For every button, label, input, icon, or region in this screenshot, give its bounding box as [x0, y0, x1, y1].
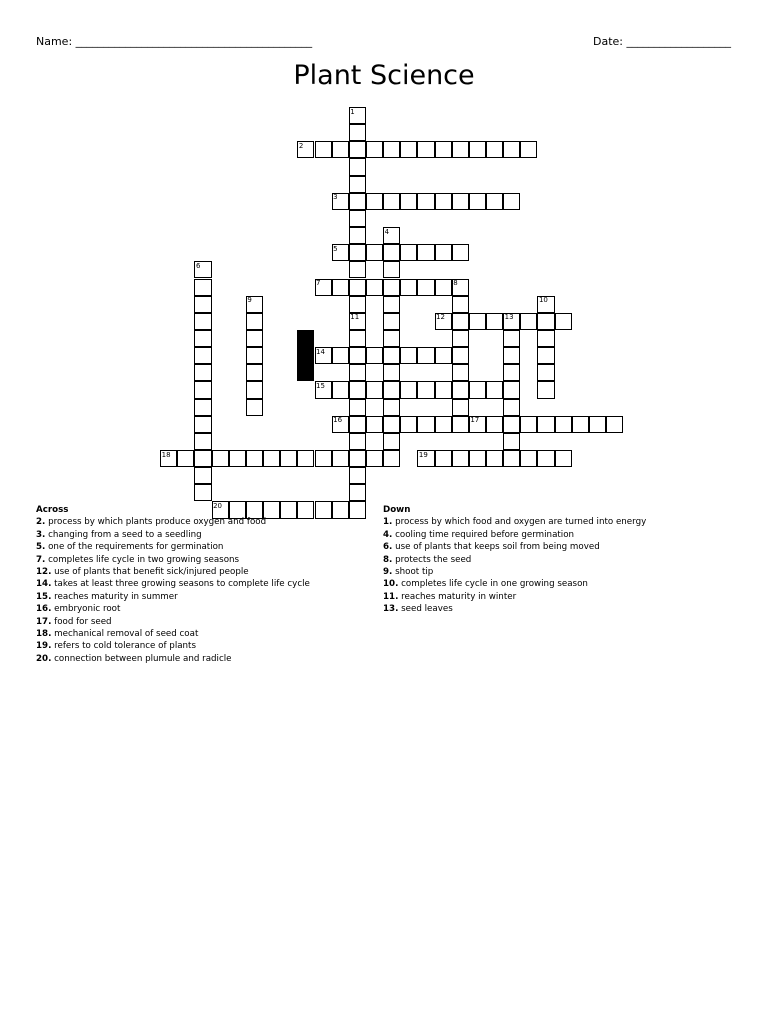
clue-number: 11	[350, 313, 360, 322]
clue-number-label: 4.	[383, 529, 393, 540]
answer-cell[interactable]	[349, 124, 366, 141]
clue-number-label: 2.	[36, 517, 46, 528]
clue-number-label: 9.	[383, 567, 393, 578]
answer-cell[interactable]	[383, 330, 400, 347]
answer-cell[interactable]	[332, 347, 349, 364]
answer-cell[interactable]	[349, 313, 366, 330]
answer-cell[interactable]	[435, 193, 452, 210]
answer-cell[interactable]	[452, 313, 469, 330]
answer-cell[interactable]	[280, 450, 297, 467]
answer-cell[interactable]	[452, 193, 469, 210]
clue-text: process by which food and oxygen are turned into energy	[392, 517, 647, 528]
clue-number-label: 17.	[36, 616, 52, 627]
answer-cell[interactable]	[503, 347, 520, 364]
down-clue	[383, 554, 646, 566]
answer-cell[interactable]	[315, 381, 332, 398]
answer-cell[interactable]	[383, 244, 400, 261]
answer-cell[interactable]	[194, 330, 211, 347]
clue-number: 1	[350, 107, 355, 116]
answer-cell[interactable]	[383, 347, 400, 364]
answer-cell[interactable]	[503, 330, 520, 347]
answer-cell[interactable]	[537, 416, 554, 433]
answer-cell[interactable]	[349, 467, 366, 484]
across-clue	[36, 653, 310, 665]
clue-text: shoot tip	[392, 567, 434, 578]
answer-cell[interactable]	[486, 193, 503, 210]
answer-cell[interactable]	[417, 141, 434, 158]
answer-cell[interactable]	[452, 330, 469, 347]
across-clue	[36, 529, 310, 541]
clue-text: food for seed	[51, 616, 112, 627]
answer-cell[interactable]	[349, 244, 366, 261]
answer-cell[interactable]	[417, 279, 434, 296]
down-clue	[383, 566, 646, 578]
clue-text: one of the requirements for germination	[45, 542, 224, 553]
down-clues	[383, 504, 646, 616]
answer-cell[interactable]	[555, 313, 572, 330]
answer-cell[interactable]	[366, 244, 383, 261]
clue-number-label: 12.	[36, 567, 52, 578]
answer-cell[interactable]	[435, 313, 452, 330]
across-clue	[36, 578, 310, 590]
answer-cell[interactable]	[383, 381, 400, 398]
answer-cell[interactable]	[452, 364, 469, 381]
answer-cell[interactable]	[383, 141, 400, 158]
answer-cell[interactable]	[246, 296, 263, 313]
clue-number-label: 15.	[36, 591, 52, 602]
answer-cell[interactable]	[194, 279, 211, 296]
answer-cell[interactable]	[194, 399, 211, 416]
clue-number: 7	[316, 279, 321, 287]
answer-cell[interactable]	[486, 141, 503, 158]
down-heading: Down	[383, 505, 411, 515]
answer-cell[interactable]	[332, 381, 349, 398]
answer-cell[interactable]	[366, 381, 383, 398]
clue-number: 2	[298, 141, 304, 150]
answer-cell[interactable]	[400, 347, 417, 364]
clue-number-label: 10.	[383, 579, 399, 590]
clue-number: 20	[213, 501, 223, 510]
clue-number: 9	[247, 296, 252, 305]
clue-number-label: 3.	[36, 529, 46, 540]
answer-cell[interactable]	[503, 450, 520, 467]
across-clues	[36, 501, 310, 665]
answer-cell[interactable]	[400, 381, 417, 398]
answer-cell[interactable]	[400, 141, 417, 158]
answer-cell[interactable]	[332, 416, 349, 433]
answer-cell[interactable]	[435, 381, 452, 398]
answer-cell[interactable]	[469, 193, 486, 210]
across-clue	[36, 603, 310, 615]
clue-text: changing from a seed to a seedling	[45, 529, 202, 540]
answer-cell[interactable]	[366, 141, 383, 158]
answer-cell[interactable]	[383, 296, 400, 313]
answer-cell[interactable]	[400, 244, 417, 261]
clue-number: 19	[418, 450, 428, 459]
answer-cell[interactable]	[246, 313, 263, 330]
answer-cell[interactable]	[263, 450, 280, 467]
clue-number: 17	[470, 416, 480, 425]
answer-cell[interactable]	[332, 501, 349, 518]
answer-cell[interactable]	[503, 313, 520, 330]
answer-cell[interactable]	[297, 450, 314, 467]
answer-cell[interactable]	[315, 501, 332, 518]
answer-cell[interactable]	[383, 261, 400, 278]
answer-cell[interactable]	[194, 296, 211, 313]
answer-cell[interactable]	[194, 313, 211, 330]
down-clue	[383, 516, 646, 528]
across-clue	[36, 566, 310, 578]
answer-cell[interactable]	[417, 381, 434, 398]
clue-text: completes life cycle in one growing season	[398, 579, 588, 590]
answer-cell[interactable]	[469, 416, 486, 433]
across-clue	[36, 554, 310, 566]
answer-cell[interactable]	[194, 261, 211, 278]
answer-cell[interactable]	[160, 450, 177, 467]
answer-cell[interactable]	[229, 450, 246, 467]
answer-cell[interactable]	[383, 279, 400, 296]
down-clue	[383, 529, 646, 541]
down-clue	[383, 591, 646, 603]
answer-cell[interactable]	[537, 330, 554, 347]
across-clue	[36, 640, 310, 652]
answer-cell[interactable]	[572, 416, 589, 433]
clue-number: 16	[333, 416, 343, 425]
answer-cell[interactable]	[246, 347, 263, 364]
answer-cell[interactable]	[332, 450, 349, 467]
black-square	[297, 330, 314, 347]
answer-cell[interactable]	[537, 347, 554, 364]
answer-cell[interactable]	[246, 450, 263, 467]
answer-cell[interactable]	[417, 244, 434, 261]
answer-cell[interactable]	[177, 450, 194, 467]
clue-text: completes life cycle in two growing seasons	[45, 554, 240, 565]
clue-number: 8	[453, 279, 458, 287]
answer-cell[interactable]	[435, 347, 452, 364]
answer-cell[interactable]	[366, 347, 383, 364]
answer-cell[interactable]	[435, 141, 452, 158]
answer-cell[interactable]	[246, 381, 263, 398]
answer-cell[interactable]	[452, 141, 469, 158]
answer-cell[interactable]	[349, 107, 366, 124]
answer-cell[interactable]	[520, 450, 537, 467]
answer-cell[interactable]	[194, 381, 211, 398]
clue-number: 15	[316, 381, 325, 390]
answer-cell[interactable]	[332, 193, 349, 210]
answer-cell[interactable]	[349, 347, 366, 364]
answer-cell[interactable]	[452, 296, 469, 313]
answer-cell[interactable]	[435, 279, 452, 296]
clue-number-label: 8.	[383, 554, 393, 565]
black-square	[297, 347, 314, 364]
answer-cell[interactable]	[212, 450, 229, 467]
clue-number-label: 6.	[383, 542, 393, 553]
clue-number: 5	[333, 244, 338, 253]
clue-text: use of plants that benefit sick/injured people	[51, 567, 249, 578]
clue-number-label: 18.	[36, 629, 52, 640]
across-clue-list	[36, 516, 310, 665]
clue-text: cooling time required before germination	[392, 529, 575, 540]
clue-number: 14	[316, 347, 325, 356]
answer-cell[interactable]	[194, 347, 211, 364]
answer-cell[interactable]	[194, 433, 211, 450]
answer-cell[interactable]	[349, 141, 366, 158]
answer-cell[interactable]	[383, 227, 400, 244]
answer-cell[interactable]	[452, 347, 469, 364]
answer-cell[interactable]	[486, 450, 503, 467]
clue-text: embryonic root	[51, 604, 121, 615]
clue-number-label: 13.	[383, 604, 399, 615]
answer-cell[interactable]	[606, 416, 623, 433]
answer-cell[interactable]	[469, 313, 486, 330]
across-clue	[36, 591, 310, 603]
answer-cell[interactable]	[349, 364, 366, 381]
answer-cell[interactable]	[194, 484, 211, 501]
clue-number: 3	[333, 193, 338, 202]
answer-cell[interactable]	[435, 244, 452, 261]
answer-cell[interactable]	[349, 416, 366, 433]
answer-cell[interactable]	[349, 193, 366, 210]
answer-cell[interactable]	[383, 313, 400, 330]
clue-number: 4	[384, 227, 390, 236]
answer-cell[interactable]	[297, 141, 314, 158]
across-heading: Across	[36, 505, 69, 515]
answer-cell[interactable]	[503, 364, 520, 381]
answer-cell[interactable]	[417, 450, 434, 467]
answer-cell[interactable]	[332, 141, 349, 158]
answer-cell[interactable]	[555, 416, 572, 433]
answer-cell[interactable]	[537, 313, 554, 330]
answer-cell[interactable]	[366, 279, 383, 296]
answer-cell[interactable]	[503, 399, 520, 416]
answer-cell[interactable]	[469, 141, 486, 158]
answer-cell[interactable]	[589, 416, 606, 433]
answer-cell[interactable]	[400, 416, 417, 433]
page-title: Plant Science	[293, 60, 475, 91]
answer-cell[interactable]	[332, 244, 349, 261]
clue-number: 6	[195, 261, 201, 270]
answer-cell[interactable]	[417, 416, 434, 433]
answer-cell[interactable]	[417, 193, 434, 210]
answer-cell[interactable]	[435, 450, 452, 467]
answer-cell[interactable]	[315, 347, 332, 364]
answer-cell[interactable]	[383, 450, 400, 467]
answer-cell[interactable]	[194, 416, 211, 433]
answer-cell[interactable]	[366, 450, 383, 467]
down-clue	[383, 541, 646, 553]
answer-cell[interactable]	[246, 399, 263, 416]
down-clue	[383, 578, 646, 590]
answer-cell[interactable]	[486, 313, 503, 330]
down-clue-list	[383, 516, 646, 615]
answer-cell[interactable]	[537, 381, 554, 398]
clue-number: 12	[436, 313, 445, 322]
answer-cell[interactable]	[366, 193, 383, 210]
answer-cell[interactable]	[520, 141, 537, 158]
answer-cell[interactable]	[555, 450, 572, 467]
answer-cell[interactable]	[315, 279, 332, 296]
clue-text: process by which plants produce oxygen and food	[45, 517, 267, 528]
clue-text: seed leaves	[398, 604, 453, 615]
answer-cell[interactable]	[349, 399, 366, 416]
answer-cell[interactable]	[503, 141, 520, 158]
answer-cell[interactable]	[349, 501, 366, 518]
answer-cell[interactable]	[383, 399, 400, 416]
clue-number-label: 14.	[36, 579, 52, 590]
answer-cell[interactable]	[383, 433, 400, 450]
clue-text: takes at least three growing seasons to complete life cycle	[51, 579, 310, 590]
answer-cell[interactable]	[520, 313, 537, 330]
answer-cell[interactable]	[537, 296, 554, 313]
answer-cell[interactable]	[349, 210, 366, 227]
answer-cell[interactable]	[246, 330, 263, 347]
answer-cell[interactable]	[194, 364, 211, 381]
answer-cell[interactable]	[246, 364, 263, 381]
clue-text: connection between plumule and radicle	[51, 653, 232, 664]
answer-cell[interactable]	[452, 381, 469, 398]
answer-cell[interactable]	[486, 416, 503, 433]
answer-cell[interactable]	[452, 244, 469, 261]
clue-text: reaches maturity in summer	[51, 591, 178, 602]
answer-cell[interactable]	[537, 364, 554, 381]
answer-cell[interactable]	[349, 330, 366, 347]
clue-number-label: 1.	[383, 517, 393, 528]
answer-cell[interactable]	[383, 193, 400, 210]
clue-text: use of plants that keeps soil from being moved	[392, 542, 600, 553]
answer-cell[interactable]	[537, 450, 554, 467]
answer-cell[interactable]	[315, 141, 332, 158]
answer-cell[interactable]	[349, 433, 366, 450]
clue-text: protects the seed	[392, 554, 472, 565]
black-square	[297, 364, 314, 381]
date-field-label: Date: ___________________	[593, 35, 731, 48]
answer-cell[interactable]	[452, 450, 469, 467]
answer-cell[interactable]	[366, 416, 383, 433]
across-clue	[36, 541, 310, 553]
answer-cell[interactable]	[503, 433, 520, 450]
answer-cell[interactable]	[503, 416, 520, 433]
answer-cell[interactable]	[435, 416, 452, 433]
name-field-label: Name: ___________________________________________	[36, 35, 313, 48]
answer-cell[interactable]	[469, 381, 486, 398]
answer-cell[interactable]	[417, 347, 434, 364]
answer-cell[interactable]	[349, 261, 366, 278]
answer-cell[interactable]	[349, 279, 366, 296]
answer-cell[interactable]	[520, 416, 537, 433]
answer-cell[interactable]	[452, 399, 469, 416]
clue-number-label: 19.	[36, 641, 52, 652]
answer-cell[interactable]	[194, 467, 211, 484]
answer-cell[interactable]	[332, 279, 349, 296]
clue-number-label: 7.	[36, 554, 46, 565]
clue-number-label: 16.	[36, 604, 52, 615]
answer-cell[interactable]	[503, 193, 520, 210]
across-clue	[36, 628, 310, 640]
clue-text: mechanical removal of seed coat	[51, 629, 199, 640]
answer-cell[interactable]	[349, 381, 366, 398]
answer-cell[interactable]	[469, 450, 486, 467]
answer-cell[interactable]	[349, 296, 366, 313]
answer-cell[interactable]	[194, 450, 211, 467]
clue-text: reaches maturity in winter	[398, 591, 517, 602]
answer-cell[interactable]	[349, 158, 366, 175]
clue-number-label: 5.	[36, 542, 46, 553]
clue-number: 13	[504, 313, 514, 322]
across-clue	[36, 516, 310, 528]
across-clue	[36, 616, 310, 628]
answer-cell[interactable]	[349, 227, 366, 244]
answer-cell[interactable]	[452, 416, 469, 433]
answer-cell[interactable]	[383, 364, 400, 381]
clue-text: refers to cold tolerance of plants	[51, 641, 196, 652]
clue-number-label: 20.	[36, 653, 52, 664]
answer-cell[interactable]	[349, 176, 366, 193]
clue-number: 18	[161, 450, 171, 459]
answer-cell[interactable]	[503, 381, 520, 398]
answer-cell[interactable]	[383, 416, 400, 433]
clue-number: 10	[538, 296, 548, 305]
down-clue	[383, 603, 646, 615]
answer-cell[interactable]	[349, 484, 366, 501]
answer-cell[interactable]	[315, 450, 332, 467]
answer-cell[interactable]	[349, 450, 366, 467]
answer-cell[interactable]	[486, 381, 503, 398]
answer-cell[interactable]	[452, 279, 469, 296]
answer-cell[interactable]	[400, 279, 417, 296]
clue-number-label: 11.	[383, 591, 399, 602]
answer-cell[interactable]	[400, 193, 417, 210]
